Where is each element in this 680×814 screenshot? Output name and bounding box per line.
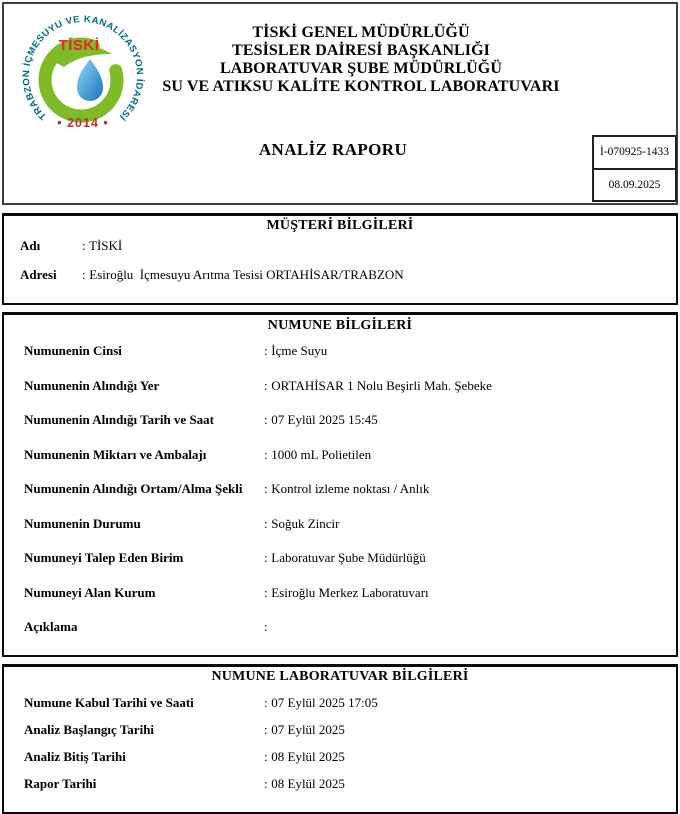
lab-rows [4, 689, 676, 797]
field-value-text: 07 Eylül 2025 15:45 [271, 412, 378, 428]
field-value [264, 481, 429, 497]
lab-info-section [2, 664, 678, 814]
report-header-box [2, 2, 678, 205]
field-row [4, 716, 676, 743]
report-title: ANALİZ RAPORU [258, 140, 408, 159]
colon: : [264, 412, 268, 428]
field-value [264, 550, 426, 566]
field-value-text: 1000 mL Polietilen [271, 446, 372, 462]
sample-rows [4, 334, 676, 645]
colon: : [264, 481, 268, 497]
field-label: Adı [20, 237, 41, 253]
sample-info-section [2, 312, 678, 657]
field-label: Adresi [20, 266, 57, 282]
field-value-text: Soğuk Zincir [271, 515, 340, 531]
report-number-box [592, 135, 677, 202]
logo-acronym: TİSKİ [58, 37, 100, 54]
field-value-text: 07 Eylül 2025 17:05 [271, 694, 378, 710]
water-drop-icon [77, 59, 103, 101]
field-row [4, 770, 676, 797]
field-label: Açıklama [24, 619, 78, 635]
field-row [4, 438, 676, 473]
sample-section-title: NUMUNE BİLGİLERİ [267, 318, 413, 333]
field-label: Numuneyi Alan Kurum [24, 584, 156, 600]
field-label: Numunenin Durumu [24, 515, 141, 531]
field-label: Numunenin Alındığı Ortam/Alma Şekli [24, 481, 243, 497]
institution-line-4: SU VE ATIKSU KALİTE KONTROL LABORATUVARI [162, 78, 560, 95]
colon: : [264, 446, 268, 462]
colon: : [264, 343, 268, 359]
field-row [4, 403, 676, 438]
field-value-text: 08 Eylül 2025 [271, 748, 345, 764]
field-value-text: İçme Suyu [271, 343, 328, 359]
field-label: Analiz Başlangıç Tarihi [24, 721, 155, 737]
logo-year: • 2014 • [57, 116, 109, 130]
field-value [264, 749, 345, 765]
field-value-text: TİSKİ [89, 237, 123, 253]
institution-line-2: TESİSLER DAİRESİ BAŞKANLIĞI [232, 42, 490, 59]
report-date: 08.09.2025 [608, 178, 661, 191]
field-row [4, 610, 676, 645]
field-value [264, 412, 378, 428]
field-row [4, 231, 676, 260]
field-value [82, 267, 404, 283]
field-row [4, 334, 676, 369]
colon: : [264, 748, 268, 764]
field-value-text: Esiroğlu İçmesuyu Arıtma Tesisi ORTAHİSAR/TRABZON [89, 266, 404, 282]
tiski-logo [17, 10, 151, 140]
field-value [264, 695, 378, 711]
field-value [264, 585, 429, 601]
field-label: Numune Kabul Tarihi ve Saati [24, 694, 194, 710]
colon: : [82, 266, 86, 282]
field-value-text: Kontrol izleme noktası / Anlık [271, 481, 430, 497]
field-value [82, 238, 122, 254]
field-value [264, 447, 371, 463]
field-value [264, 722, 345, 738]
colon: : [82, 237, 86, 253]
field-value-text: Laboratuvar Şube Müdürlüğü [271, 550, 426, 566]
field-row [4, 472, 676, 507]
field-value [264, 343, 327, 359]
field-label: Analiz Bitiş Tarihi [24, 748, 126, 764]
customer-section-title: MÜŞTERİ BİLGİLERİ [266, 218, 414, 233]
field-row [4, 743, 676, 770]
field-value [264, 776, 345, 792]
customer-rows [4, 231, 676, 289]
field-row [4, 541, 676, 576]
field-label: Numunenin Alındığı Yer [24, 377, 160, 393]
customer-info-section [2, 213, 678, 305]
field-row [4, 507, 676, 542]
institution-line-3: LABORATUVAR ŞUBE MÜDÜRLÜĞÜ [219, 60, 503, 77]
institution-titles [152, 24, 570, 96]
field-row [4, 369, 676, 404]
colon: : [264, 515, 268, 531]
report-number: İ-070925-1433 [594, 137, 675, 170]
field-value-text: ORTAHİSAR 1 Nolu Beşirli Mah. Şebeke [271, 377, 492, 393]
colon: : [264, 584, 268, 600]
colon: : [264, 377, 268, 393]
colon: : [264, 550, 268, 566]
colon: : [264, 694, 268, 710]
field-value [264, 378, 492, 394]
field-row [4, 689, 676, 716]
field-value-text: 08 Eylül 2025 [271, 775, 345, 791]
field-label: Numunenin Miktarı ve Ambalajı [24, 446, 207, 462]
field-value-text: 07 Eylül 2025 [271, 721, 345, 737]
lab-section-title: NUMUNE LABORATUVAR BİLGİLERİ [211, 669, 469, 684]
field-row [4, 576, 676, 611]
field-value [264, 516, 340, 532]
field-label: Numunenin Alındığı Tarih ve Saat [24, 412, 215, 428]
colon: : [264, 775, 268, 791]
logo-ring-text: TRABZON İÇMESUYU VE KANALİZASYON İDARESİ [20, 13, 146, 123]
field-label: Numunenin Cinsi [24, 343, 122, 359]
field-value [264, 619, 271, 635]
colon: : [264, 619, 268, 635]
institution-line-1: TİSKİ GENEL MÜDÜRLÜĞÜ [252, 24, 470, 41]
colon: : [264, 721, 268, 737]
field-value-text: Esiroğlu Merkez Laboratuvarı [271, 584, 429, 600]
field-label: Numuneyi Talep Eden Birim [24, 550, 184, 566]
field-label: Rapor Tarihi [24, 775, 97, 791]
field-row [4, 260, 676, 289]
